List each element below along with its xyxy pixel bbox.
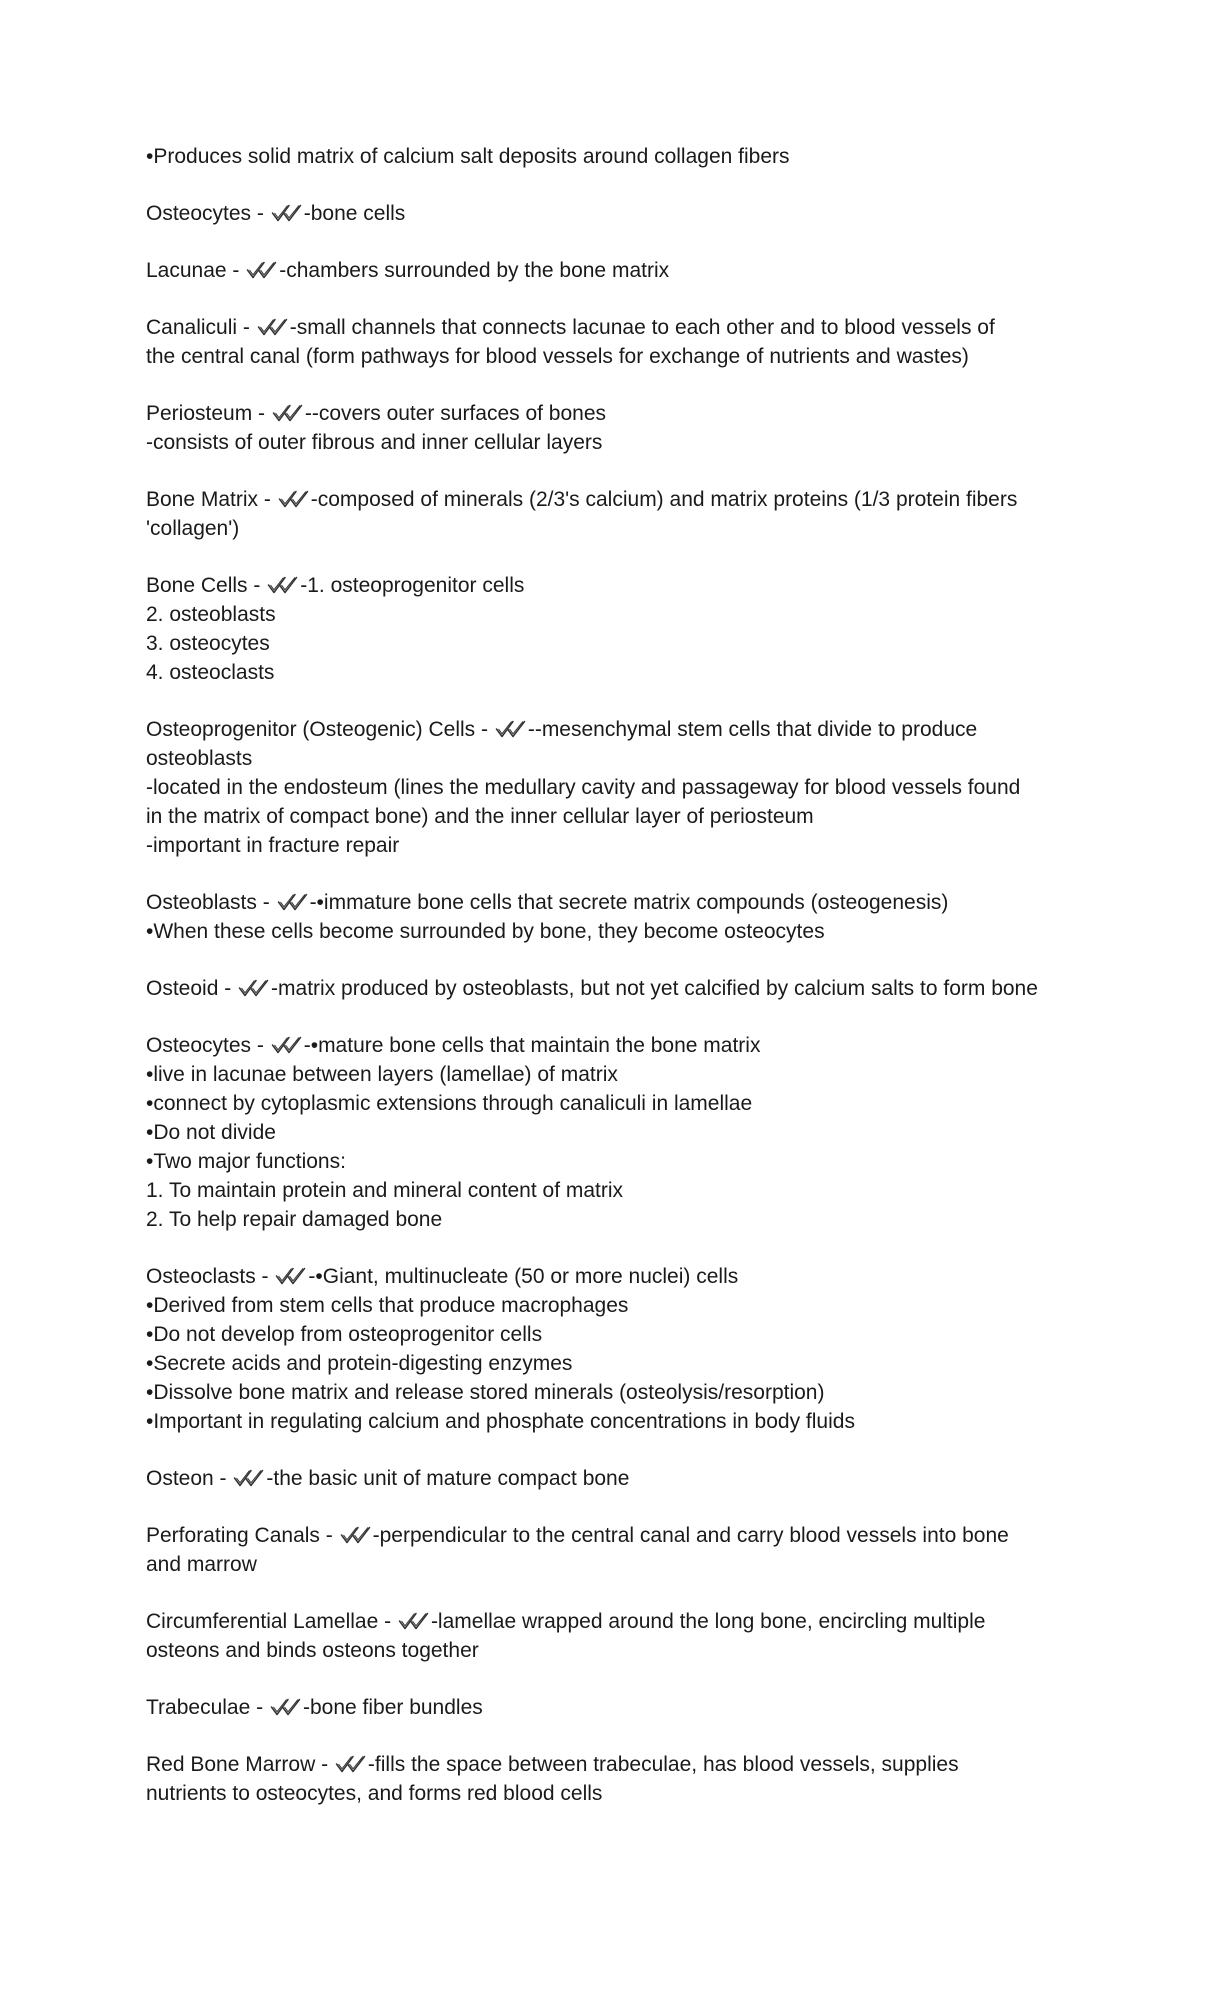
term-separator: - bbox=[315, 1753, 334, 1776]
definition-text: -composed of minerals (2/3's calcium) and matrix proteins (1/3 protein fibers bbox=[310, 488, 1018, 511]
definition-text: •Two major functions: bbox=[146, 1150, 346, 1173]
entry-first-line bbox=[146, 199, 1106, 228]
term-separator: - bbox=[251, 202, 270, 225]
flashcard-entry bbox=[146, 1031, 1106, 1234]
term: Bone Matrix bbox=[146, 488, 259, 511]
term: Red Bone Marrow bbox=[146, 1753, 316, 1776]
definition-text: 3. osteocytes bbox=[146, 632, 270, 655]
entry-line bbox=[146, 428, 1106, 457]
definition-text: -located in the endosteum (lines the medullary cavity and passageway for blood vessels found bbox=[146, 776, 1021, 799]
definition-text: -small channels that connects lacunae to each other and to blood vessels of bbox=[289, 316, 995, 339]
term: Osteon bbox=[146, 1467, 214, 1490]
definition-text: the central canal (form pathways for blood vessels for exchange of nutrients and wastes) bbox=[146, 345, 969, 368]
entry-line bbox=[146, 773, 1106, 802]
entry-line bbox=[146, 1779, 1106, 1808]
term: Osteoprogenitor (Osteogenic) Cells bbox=[146, 718, 476, 741]
definition-text: •Produces solid matrix of calcium salt deposits around collagen fibers bbox=[146, 145, 790, 168]
flashcard-entry bbox=[146, 399, 1106, 457]
definition-text: -•Giant, multinucleate (50 or more nuclei) cells bbox=[308, 1265, 739, 1288]
definition-text: -1. osteoprogenitor cells bbox=[300, 574, 525, 597]
flashcard-entry bbox=[146, 199, 1106, 228]
term: Periosteum bbox=[146, 402, 253, 425]
double-check-icon bbox=[246, 260, 278, 280]
term: Osteoid bbox=[146, 977, 219, 1000]
entry-first-line bbox=[146, 1693, 1106, 1722]
flashcard-entry bbox=[146, 1693, 1106, 1722]
term: Osteocytes bbox=[146, 202, 252, 225]
entry-line bbox=[146, 514, 1106, 543]
definition-text: -consists of outer fibrous and inner cellular layers bbox=[146, 431, 603, 454]
double-check-icon bbox=[233, 1468, 265, 1488]
flashcard-entry bbox=[146, 888, 1106, 946]
definition-text: •Do not divide bbox=[146, 1121, 276, 1144]
entry-first-line bbox=[146, 1521, 1106, 1550]
double-check-icon bbox=[335, 1754, 367, 1774]
entry-line bbox=[146, 1089, 1106, 1118]
entry-line bbox=[146, 658, 1106, 687]
double-check-icon bbox=[398, 1611, 430, 1631]
entry-line bbox=[146, 629, 1106, 658]
entry-line bbox=[146, 1176, 1106, 1205]
definition-text: -•immature bone cells that secrete matrix compounds (osteogenesis) bbox=[309, 891, 949, 914]
term-separator: - bbox=[258, 488, 277, 511]
definition-text: •Secrete acids and protein-digesting enzymes bbox=[146, 1352, 573, 1375]
definition-text: -chambers surrounded by the bone matrix bbox=[279, 259, 670, 282]
entry-line bbox=[146, 1147, 1106, 1176]
term: Trabeculae bbox=[146, 1696, 251, 1719]
entry-line bbox=[146, 1407, 1106, 1436]
term: Osteoblasts bbox=[146, 891, 257, 914]
term-separator: - bbox=[319, 1524, 339, 1547]
term-separator: - bbox=[255, 1265, 275, 1288]
double-check-icon bbox=[340, 1525, 372, 1545]
flashcard-entry bbox=[146, 313, 1106, 371]
entry-line bbox=[146, 1118, 1106, 1147]
definition-text: in the matrix of compact bone) and the inner cellular layer of periosteum bbox=[146, 805, 814, 828]
document-page bbox=[146, 142, 1106, 1836]
definition-text: and marrow bbox=[146, 1553, 257, 1576]
entry-first-line bbox=[146, 142, 1106, 171]
entry-line bbox=[146, 1349, 1106, 1378]
term-separator: - bbox=[251, 1034, 270, 1057]
flashcard-entry bbox=[146, 256, 1106, 285]
flashcard-entry bbox=[146, 142, 1106, 171]
definition-text: osteons and binds osteons together bbox=[146, 1639, 479, 1662]
term-separator: - bbox=[256, 891, 276, 914]
double-check-icon bbox=[495, 719, 527, 739]
flashcard-entry bbox=[146, 715, 1106, 860]
term-separator: - bbox=[226, 259, 246, 282]
definition-text: •Important in regulating calcium and phosphate concentrations in body fluids bbox=[146, 1410, 855, 1433]
definition-text: -bone cells bbox=[303, 202, 406, 225]
definition-text: --mesenchymal stem cells that divide to produce bbox=[527, 718, 978, 741]
entry-line bbox=[146, 342, 1106, 371]
definition-text: 'collagen') bbox=[146, 517, 240, 540]
definition-text: •Dissolve bone matrix and release stored minerals (osteolysis/resorption) bbox=[146, 1381, 825, 1404]
flashcard-entry bbox=[146, 1521, 1106, 1579]
entry-first-line bbox=[146, 571, 1106, 600]
definition-text: -bone fiber bundles bbox=[302, 1696, 483, 1719]
flashcard-entry bbox=[146, 1607, 1106, 1665]
double-check-icon bbox=[238, 978, 270, 998]
definition-text: -the basic unit of mature compact bone bbox=[266, 1467, 630, 1490]
definition-text: osteoblasts bbox=[146, 747, 253, 770]
double-check-icon bbox=[271, 1035, 303, 1055]
entry-first-line bbox=[146, 485, 1106, 514]
entry-line bbox=[146, 917, 1106, 946]
double-check-icon bbox=[278, 489, 310, 509]
entry-first-line bbox=[146, 256, 1106, 285]
definition-text: nutrients to osteocytes, and forms red blood cells bbox=[146, 1782, 603, 1805]
double-check-icon bbox=[277, 892, 309, 912]
term-separator: - bbox=[218, 977, 238, 1000]
definition-text: -perpendicular to the central canal and carry blood vessels into bone bbox=[372, 1524, 1009, 1547]
entry-first-line bbox=[146, 1031, 1106, 1060]
definition-text: 2. osteoblasts bbox=[146, 603, 276, 626]
entry-first-line bbox=[146, 974, 1106, 1003]
flashcard-entry bbox=[146, 571, 1106, 687]
entry-line bbox=[146, 802, 1106, 831]
definition-text: -lamellae wrapped around the long bone, encircling multiple bbox=[430, 1610, 986, 1633]
double-check-icon bbox=[270, 1697, 302, 1717]
definition-text: --covers outer surfaces of bones bbox=[304, 402, 607, 425]
double-check-icon bbox=[257, 317, 289, 337]
term: Osteocytes bbox=[146, 1034, 252, 1057]
entry-line bbox=[146, 1291, 1106, 1320]
definition-text: 4. osteoclasts bbox=[146, 661, 275, 684]
flashcard-entry bbox=[146, 974, 1106, 1003]
entry-first-line bbox=[146, 888, 1106, 917]
double-check-icon bbox=[267, 575, 299, 595]
entry-first-line bbox=[146, 1262, 1106, 1291]
double-check-icon bbox=[271, 203, 303, 223]
term: Canaliculi bbox=[146, 316, 238, 339]
entry-first-line bbox=[146, 313, 1106, 342]
flashcard-entry bbox=[146, 485, 1106, 543]
flashcard-entry bbox=[146, 1464, 1106, 1493]
entry-first-line bbox=[146, 1464, 1106, 1493]
entry-first-line bbox=[146, 399, 1106, 428]
entry-first-line bbox=[146, 1607, 1106, 1636]
entry-line bbox=[146, 600, 1106, 629]
entry-first-line bbox=[146, 1750, 1106, 1779]
entry-line bbox=[146, 1636, 1106, 1665]
definition-text: 1. To maintain protein and mineral content of matrix bbox=[146, 1179, 624, 1202]
term: Circumferential Lamellae bbox=[146, 1610, 379, 1633]
flashcard-entry bbox=[146, 1750, 1106, 1808]
definition-text: -matrix produced by osteoblasts, but not yet calcified by calcium salts to form bone bbox=[271, 977, 1038, 1000]
double-check-icon bbox=[272, 403, 304, 423]
definition-text: •Derived from stem cells that produce macrophages bbox=[146, 1294, 629, 1317]
term-separator: - bbox=[237, 316, 256, 339]
term-separator: - bbox=[475, 718, 494, 741]
definition-text: -•mature bone cells that maintain the bone matrix bbox=[303, 1034, 761, 1057]
definition-text: •connect by cytoplasmic extensions through canaliculi in lamellae bbox=[146, 1092, 753, 1115]
term-separator: - bbox=[250, 1696, 269, 1719]
definition-text: •live in lacunae between layers (lamellae) of matrix bbox=[146, 1063, 618, 1086]
term: Lacunae bbox=[146, 259, 227, 282]
definition-text: •When these cells become surrounded by bone, they become osteocytes bbox=[146, 920, 825, 943]
definition-text: 2. To help repair damaged bone bbox=[146, 1208, 443, 1231]
term: Bone Cells bbox=[146, 574, 248, 597]
entry-line bbox=[146, 1205, 1106, 1234]
entry-line bbox=[146, 744, 1106, 773]
definition-text: -fills the space between trabeculae, has blood vessels, supplies bbox=[367, 1753, 959, 1776]
entry-line bbox=[146, 1320, 1106, 1349]
term: Perforating Canals bbox=[146, 1524, 320, 1547]
entry-first-line bbox=[146, 715, 1106, 744]
entry-line bbox=[146, 1060, 1106, 1089]
term: Osteoclasts bbox=[146, 1265, 256, 1288]
entry-line bbox=[146, 1550, 1106, 1579]
double-check-icon bbox=[275, 1266, 307, 1286]
term-separator: - bbox=[378, 1610, 397, 1633]
definition-text: •Do not develop from osteoprogenitor cells bbox=[146, 1323, 543, 1346]
term-separator: - bbox=[252, 402, 271, 425]
entry-line bbox=[146, 1378, 1106, 1407]
term-separator: - bbox=[213, 1467, 233, 1490]
term-separator: - bbox=[247, 574, 267, 597]
definition-text: -important in fracture repair bbox=[146, 834, 400, 857]
entry-line bbox=[146, 831, 1106, 860]
flashcard-entry bbox=[146, 1262, 1106, 1436]
